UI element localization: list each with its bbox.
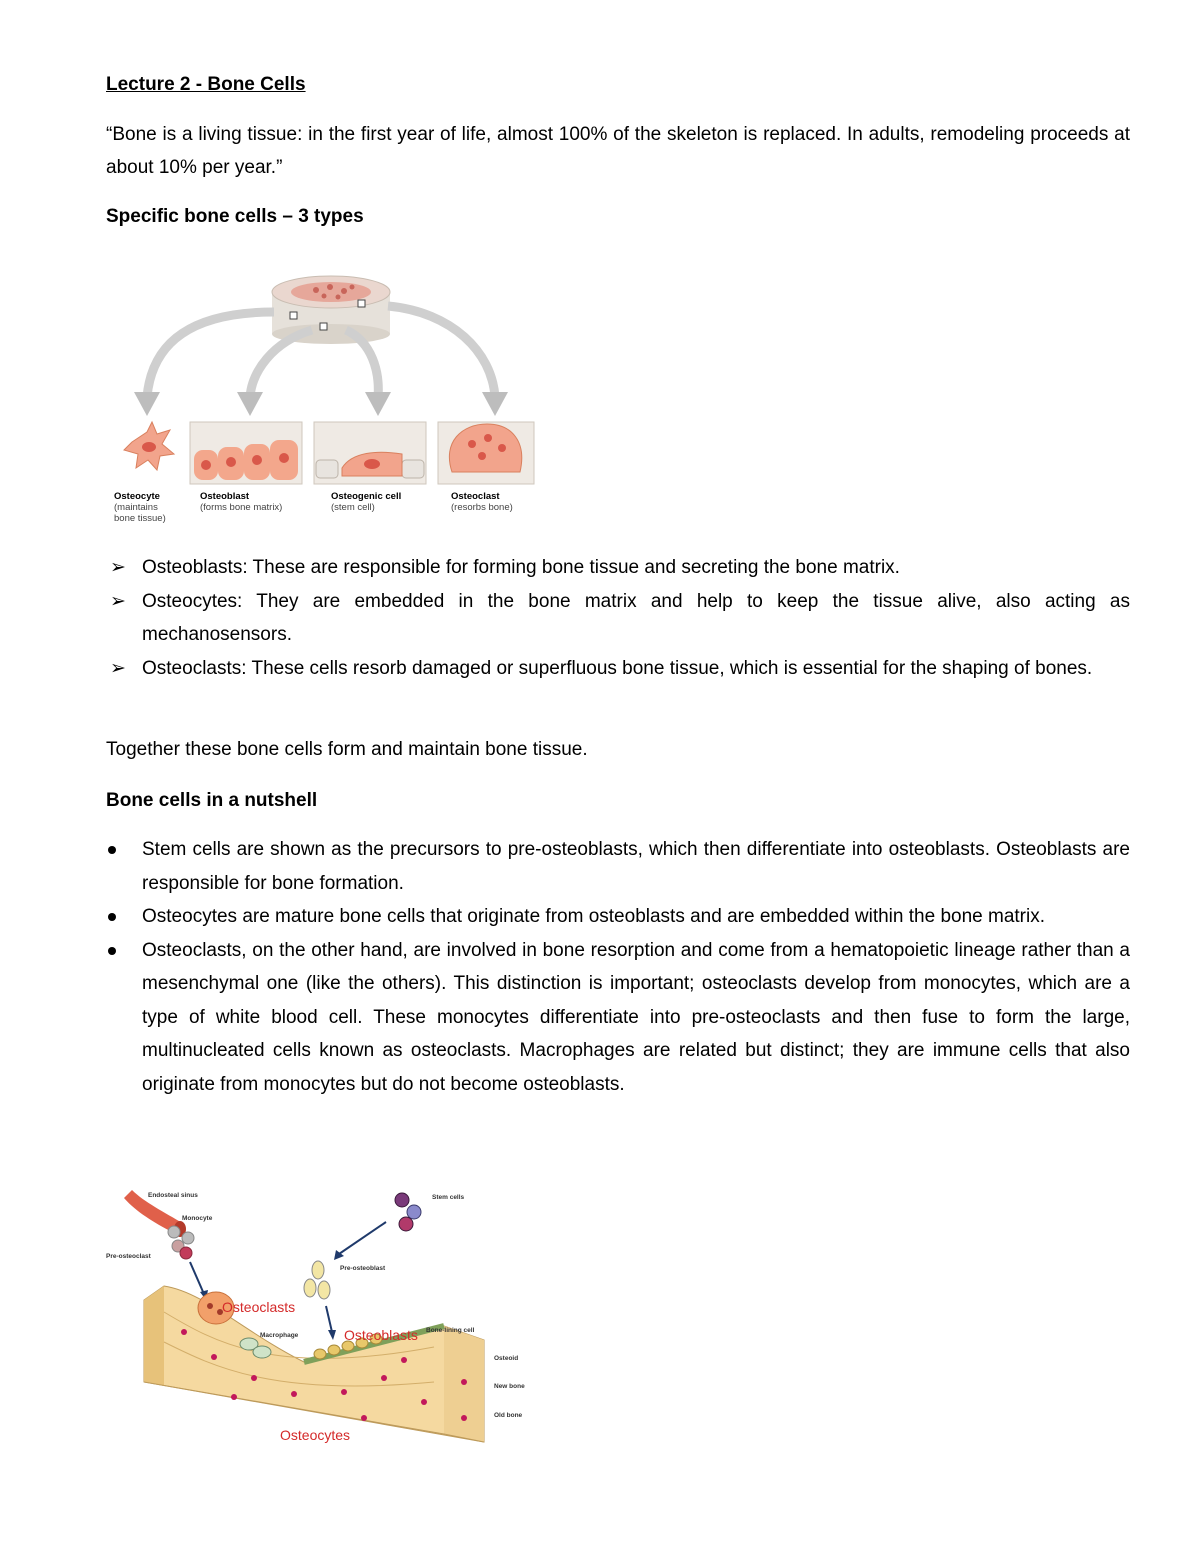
summary-text: Together these bone cells form and maintain bone tissue. [106, 739, 588, 760]
bone-remodeling-figure [104, 1182, 544, 1452]
osteoblasts-label: Osteoblasts [344, 1327, 418, 1343]
section-heading-bone-cell-types: Specific bone cells – 3 types [106, 206, 364, 227]
osteocytes-label: Osteocytes [280, 1427, 351, 1443]
cell-type-labels [114, 491, 513, 524]
list-item: Osteocytes are mature bone cells that originate from osteoblasts and are embedded within the bone matrix. [106, 900, 1130, 934]
bone-cell-types-list [106, 551, 1130, 685]
page-title: Lecture 2 - Bone Cells [106, 74, 306, 95]
list-item: ➢ Osteoclasts: These cells resorb damaged or superfluous bone tissue, which is essential for the shaping of bones. [106, 652, 1130, 686]
list-item: ➢ Osteocytes: They are embedded in the bone matrix and help to keep the tissue alive, also acting as mechanosensors. [106, 585, 1130, 652]
osteoblast-label: Osteoblast [200, 491, 250, 502]
bone-cell-types-figure [102, 272, 542, 534]
bullet-dot-icon [108, 947, 116, 955]
osteocyte-desc: (maintains [114, 502, 158, 513]
osteoid-label: Osteoid [494, 1355, 519, 1362]
pre-osteoblast-label: Pre-osteoblast [340, 1265, 386, 1272]
section-heading-nutshell: Bone cells in a nutshell [106, 790, 318, 811]
osteoblast-illustration [190, 422, 302, 484]
osteogenic-cell-desc: (stem cell) [331, 502, 375, 513]
osteoclasts-label: Osteoclasts [222, 1299, 296, 1315]
osteoclast-illustration [438, 422, 534, 484]
bone-cylinder-illustration [272, 276, 390, 344]
bullet-dot-icon [108, 846, 116, 854]
pre-osteoclast-arrow [190, 1262, 204, 1294]
nutshell-list [106, 833, 1130, 1101]
pre-osteoclast-label: Pre-osteoclast [106, 1253, 151, 1260]
macrophage-label: Macrophage [260, 1332, 299, 1339]
osteoclast-desc: (resorbs bone) [451, 502, 513, 513]
stem-cells [395, 1193, 421, 1231]
pre-osteoblast-cells [304, 1261, 330, 1299]
osteocyte-illustration [124, 422, 174, 470]
osteoclast-label: Osteoclast [451, 491, 500, 502]
endosteal-sinus-label: Endosteal sinus [148, 1192, 198, 1199]
old-bone-label: Old bone [494, 1412, 523, 1419]
stem-cell-arrow [339, 1222, 386, 1254]
bone-block [144, 1286, 484, 1442]
new-bone-label: New bone [494, 1383, 525, 1390]
bullet-dot-icon [108, 913, 116, 921]
arrow-heads [134, 392, 508, 416]
list-item: Stem cells are shown as the precursors to pre-osteoblasts, which then differentiate into osteoblasts. Osteoblasts are responsible for bone formation. [106, 833, 1130, 900]
list-item: ➢ Osteoblasts: These are responsible for forming bone tissue and secreting the bone matrix. [106, 551, 1130, 585]
osteocyte-desc-2: bone tissue) [114, 513, 166, 524]
arrow-bullet-icon: ➢ [110, 657, 126, 679]
osteogenic-cell-illustration [314, 422, 426, 484]
list-item: Osteoclasts, on the other hand, are involved in bone resorption and come from a hematopoietic lineage rather than a mesenchymal one (like the others). This distinction is important; osteoclasts develop from monocytes, which are a type of white blood cell. These monocytes differentiate into pre-osteoclasts and then fuse to form the large, multinucleated cells known as osteoclasts. Macrophages are related but distinct; they are immune cells that also originate from monocytes but do not become osteoblasts. [106, 934, 1130, 1102]
arrow-bullet-icon: ➢ [110, 557, 126, 578]
osteogenic-cell-label: Osteogenic cell [331, 491, 402, 502]
osteoblast-desc: (forms bone matrix) [200, 502, 283, 513]
intro-quote: “Bone is a living tissue: in the first year of life, almost 100% of the skeleton is replaced. In adults, remodeling proceeds at about 10% per year.” [106, 124, 1130, 178]
osteocyte-label: Osteocyte [114, 491, 160, 502]
arrow-bullet-icon: ➢ [110, 590, 126, 612]
monocyte-label: Monocyte [182, 1215, 213, 1222]
bone-lining-cell-label: Bone-lining cell [426, 1327, 475, 1334]
stem-cells-label: Stem cells [432, 1194, 465, 1201]
osteoblast-arrow [326, 1306, 332, 1332]
